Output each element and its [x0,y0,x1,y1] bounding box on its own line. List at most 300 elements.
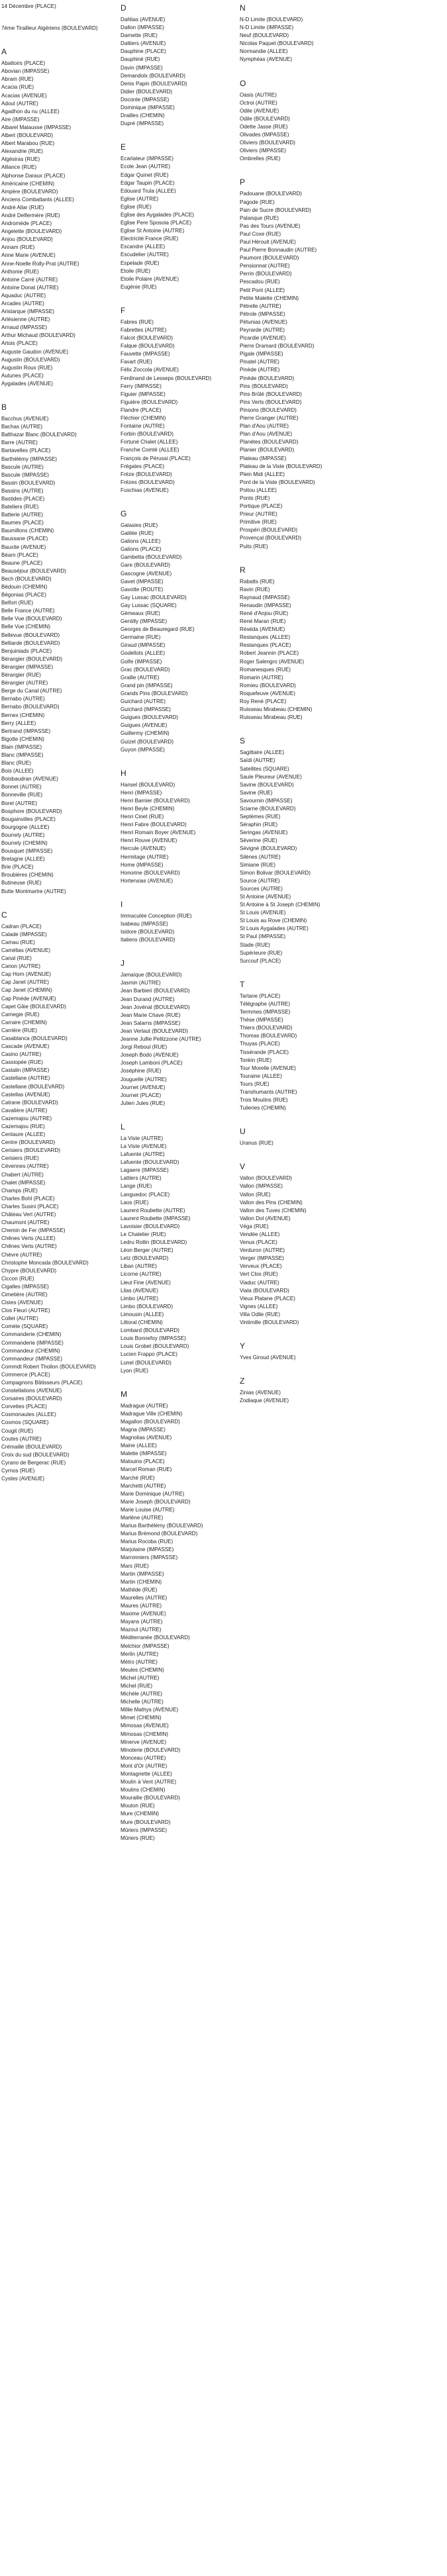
street-entry: Surcouf (PLACE) [240,957,281,964]
street-entry: Bourgogne (ALLEE) [1,824,50,830]
street-entry: Abovian (IMPASSE) [1,68,50,75]
street-entry: Tuileries (CHEMIN) [240,1105,286,1112]
street-entry: Mars (RUE) [121,1562,149,1569]
street-entry: Falcot (BOULEVARD) [121,335,174,342]
street-entry: Henri Barnier (BOULEVARD) [121,797,190,804]
street-entry: Broubières (CHEMIN) [1,872,54,879]
street-entry: Belle Vue (BOULEVARD) [1,616,62,622]
street-entry: Arlésienne (AUTRE) [1,316,50,323]
street-entry: Bosphore (BOULEVARD) [1,808,62,814]
street-entry: Oliviers (BOULEVARD) [240,140,295,146]
street-entry: Restanques (ALLEE) [240,634,291,641]
street-entry: Verduron (AUTRE) [240,1247,285,1254]
street-entry: Tartane (PLACE) [240,992,281,999]
street-entry: Lieut Fine (AVENUE) [121,1279,171,1286]
street-entry: Marius Brémond (BOULEVARD) [121,1531,198,1537]
street-entry: Bousquet (IMPASSE) [1,848,53,855]
street-entry: Pinède (BOULEVARD) [240,375,295,381]
street-entry: Alexandrie (RUE) [1,148,43,155]
street-entry: 14 Décembre (PLACE) [1,3,56,9]
street-entry: Vieux Platane (PLACE) [240,1295,295,1302]
street-list [240,578,359,722]
street-entry: Cap Janet (AUTRE) [1,979,49,986]
letter-section [1,910,121,1484]
street-entry: Baumillons (CHEMIN) [1,528,54,534]
street-entry: Hortensias (AVENUE) [121,877,174,884]
street-entry: Chemin de Fer (IMPASSE) [1,1227,66,1234]
street-entry: Bernabo (BOULEVARD) [1,704,60,710]
letter-heading: Z [240,1376,245,1386]
letter-section [240,78,359,164]
letter-heading: B [1,403,7,412]
street-entry: St Louis Aygalades (AUTRE) [240,926,309,932]
street-list [121,781,240,885]
street-entry: Plan d'Aou (AVENUE) [240,431,293,438]
street-entry: Jean Durand (AUTRE) [121,996,175,1002]
street-entry: Galions (ALLEE) [121,538,161,545]
street-entry: Vert Clos (RUE) [240,1271,278,1278]
street-entry: Ampère (BOULEVARD) [1,188,58,195]
street-entry: Blanc (IMPASSE) [1,751,44,758]
street-entry: Hansel (BOULEVARD) [121,781,175,788]
street-entry: Tonkin (RUE) [240,1057,272,1063]
street-entry: Mûriers (IMPASSE) [121,1827,168,1833]
street-entry: Maine (ALLEE) [121,1443,157,1449]
street-entry: Cystes (AVENUE) [1,1476,45,1482]
street-entry: Anne-Noelle Rolly-Prat (AUTRE) [1,260,79,267]
street-entry: Guigues (AVENUE) [121,722,168,729]
street-entry: Lange (RUE) [121,1183,152,1190]
street-list [240,1354,359,1362]
street-entry: Henri Romain Boyer (AVENUE) [121,830,196,836]
street-entry: Cosmonautes (ALLEE) [1,1411,56,1418]
street-entry: Jasmin (AUTRE) [121,980,161,986]
street-entry: Cévennes (AUTRE) [1,1163,49,1170]
street-entry: Minoterie (BOULEVARD) [121,1746,181,1753]
street-entry: Belfort (RUE) [1,600,34,606]
street-entry: Le Chatelier (RUE) [121,1231,166,1237]
street-entry: Baumes (PLACE) [1,520,44,526]
street-entry: Eglise (AUTRE) [121,195,159,202]
street-entry: Adoul (AUTRE) [1,100,38,107]
letter-heading: R [240,565,246,575]
street-entry: Tours (RUE) [240,1080,270,1087]
street-entry: Château Vert (AUTRE) [1,1212,56,1218]
street-entry: Michel (RUE) [121,1682,153,1689]
street-entry: Hercule (AVENUE) [121,845,166,852]
street-entry: Chaumont (AUTRE) [1,1219,50,1226]
street-entry: Annam (RUE) [1,244,35,251]
street-entry: Falque (BOULEVARD) [121,343,175,350]
street-entry: Bauxite (AVENUE) [1,544,46,550]
street-entry: Figuière (BOULEVARD) [121,399,178,405]
street-entry: Raynaud (IMPASSE) [240,594,290,600]
street-entry: Espelade (RUE) [121,260,160,266]
letter-heading: I [121,899,123,909]
street-entry: Planier (BOULEVARD) [240,447,295,453]
street-entry: Satellites (SQUARE) [240,765,289,772]
street-entry: Pinatel (AUTRE) [240,359,279,365]
street-entry: Belle France (AUTRE) [1,608,55,614]
street-entry: Forbin (BOULEVARD) [121,431,174,438]
street-entry: Casablanca (BOULEVARD) [1,1035,68,1041]
street-entry: Tour Morelle (AVENUE) [240,1065,296,1071]
street-entry: Hermitage (AUTRE) [121,853,169,860]
street-entry: Vallon (IMPASSE) [240,1183,283,1190]
street-entry: Mont d'Or (AUTRE) [121,1762,168,1769]
street-entry: Magna (IMPASSE) [121,1426,166,1433]
street-entry: Pétrelle (AUTRE) [240,303,281,309]
street-entry: Fabres (RUE) [121,318,154,325]
street-entry: Palanque (RUE) [240,215,279,221]
street-entry: Marchetti (AUTRE) [121,1482,166,1489]
street-entry: Fortuné Chalet (ALLEE) [121,439,178,446]
street-entry: Mimosas (AVENUE) [121,1723,169,1729]
street-entry: Batterie (AUTRE) [1,512,43,518]
street-entry: Bougainvilles (PLACE) [1,816,56,822]
street-list [240,1389,359,1405]
street-entry: Roy René (PLACE) [240,698,287,705]
street-entry: Carnegie (RUE) [1,1011,40,1018]
street-list [240,16,359,64]
street-entry: Guyon (IMPASSE) [121,746,165,753]
street-entry: Bérangier (BOULEVARD) [1,655,63,662]
street-entry: Bretagne (ALLEE) [1,856,45,863]
street-entry: Jorgi Reboul (RUE) [121,1044,168,1051]
street-entry: Restanques (PLACE) [240,642,291,649]
street-entry: Cap Pinède (AVENUE) [1,995,56,1002]
street-entry: Bertrand (IMPASSE) [1,728,51,734]
street-list [121,1402,240,1842]
street-entry: Puits (RUE) [240,543,268,549]
street-entry: Pensionnat (AUTRE) [240,263,290,269]
street-entry: Guigues (BOULEVARD) [121,714,179,721]
street-entry: Séverine (RUE) [240,837,277,844]
street-entry: Pescadou (RUE) [240,279,280,285]
street-entry: Chênes Verts (AUTRE) [1,1243,57,1250]
street-entry: Bérangier (IMPASSE) [1,663,54,670]
street-entry: Eglise (RUE) [121,203,152,210]
street-entry: Abram (RUE) [1,76,34,83]
street-entry: Michelle (AUTRE) [121,1699,164,1705]
street-entry: Pain de Sucre (BOULEVARD) [240,207,311,213]
letter-section [1,402,121,896]
street-entry: Lattiers (AUTRE) [121,1175,162,1182]
street-entry: Viaduc (AUTRE) [240,1279,279,1286]
street-entry: Lilas (AVENUE) [121,1287,158,1294]
street-entry: Jean Salarns (IMPASSE) [121,1020,181,1026]
letter-section [121,305,240,495]
street-entry: Mure (BOULEVARD) [121,1819,171,1825]
column-3 [240,3,359,1419]
street-entry: Calade (IMPASSE) [1,931,47,937]
street-list [240,749,359,965]
street-entry: Languedoc (PLACE) [121,1191,170,1198]
street-entry: Ponts (RUE) [240,495,270,501]
letter-heading: D [121,3,126,13]
street-entry: Fauvette (IMPASSE) [121,351,170,358]
street-entry: Oasis (AUTRE) [240,91,277,98]
street-entry: Béarn (PLACE) [1,551,38,558]
street-entry: Canon (AUTRE) [1,963,40,970]
street-entry: Letz (BOULEVARD) [121,1255,169,1262]
column-1 [1,3,121,1497]
street-entry: Marcel Roman (RUE) [121,1466,172,1473]
letter-heading: T [240,979,245,989]
street-list [240,992,359,1112]
street-entry: Charles Susini (PLACE) [1,1203,59,1210]
street-entry: Maurelles (AUTRE) [121,1594,168,1601]
street-entry: Bernabo (AUTRE) [1,696,45,702]
street-entry: Moulins (CHEMIN) [121,1787,166,1793]
street-entry: Carraire (CHEMIN) [1,1019,47,1026]
street-entry: Aire (IMPASSE) [1,116,40,122]
street-entry: Blain (IMPASSE) [1,743,42,750]
street-list [121,16,240,128]
street-entry: Augustin Roux (RUE) [1,364,53,371]
street-entry: Berge du Canal (AUTRE) [1,688,62,694]
street-entry: Bassin (BOULEVARD) [1,479,56,486]
street-entry: Zinias (AVENUE) [240,1390,281,1396]
street-entry: Melchior (IMPASSE) [121,1643,170,1649]
street-entry: Marius Rocoba (RUE) [121,1539,174,1545]
letter-section [240,177,359,550]
street-list [240,1174,359,1327]
letter-section [240,3,359,64]
street-entry: Galions (PLACE) [121,546,162,553]
street-list [121,971,240,1108]
street-entry: Andromède (PLACE) [1,220,52,227]
letter-section [240,1376,359,1405]
street-entry: Plein Midi (ALLEE) [240,471,285,477]
street-entry: Alphonse Daraux (PLACE) [1,172,66,179]
street-entry: Guichard (IMPASSE) [121,706,171,713]
street-entry: Jamaïque (BOULEVARD) [121,972,182,978]
street-entry: Savournin (IMPASSE) [240,797,293,804]
street-entry: Agadhon du nu (ALLEE) [1,108,60,115]
street-entry: Albert (BOULEVARD) [1,132,54,139]
street-entry: Crémaillé (BOULEVARD) [1,1443,62,1450]
street-entry: Acacia (RUE) [1,84,34,91]
street-entry: Cascade (AVENUE) [1,1043,50,1050]
street-entry: Jean Barbieri (BOULEVARD) [121,988,190,994]
street-index-columns [0,3,447,1856]
letter-heading: A [1,47,7,57]
street-entry: Vallon Dol (AVENUE) [240,1215,291,1221]
street-entry: Chalet (IMPASSE) [1,1179,46,1186]
street-list [1,3,121,11]
street-entry: Cap Horn (AVENUE) [1,971,51,978]
letter-heading: G [121,508,127,518]
street-entry: Madrague (AUTRE) [121,1402,168,1409]
street-list [121,1135,240,1375]
letter-heading: J [121,959,124,969]
street-entry: Arthur Michaud (BOULEVARD) [1,332,75,339]
street-entry: Stade (RUE) [240,941,270,948]
street-entry: Yves Giroud (AVENUE) [240,1355,296,1361]
street-entry: Monceau (AUTRE) [121,1754,166,1761]
street-entry: Centaure (ALLEE) [1,1131,46,1138]
street-entry: Ruisseau Mirabeau (CHEMIN) [240,706,313,713]
street-entry: Eugénie (RUE) [121,283,157,290]
street-entry: Cazemajou (AUTRE) [1,1115,52,1121]
letter-section [240,565,359,722]
street-entry: Camau (RUE) [1,939,35,945]
street-entry: Louis Bonnefoy (IMPASSE) [121,1335,186,1342]
street-entry: Pinède (AUTRE) [240,367,280,373]
street-entry: Lavoisier (BOULEVARD) [121,1223,180,1229]
street-entry: Immaculée Conception (RUE) [121,912,192,919]
street-entry: Barre (AUTRE) [1,440,38,446]
street-entry: Jean Marie Chave (RUE) [121,1012,181,1018]
street-entry: Demandolx (BOULEVARD) [121,72,185,79]
street-entry: Gay Lussac (BOULEVARD) [121,594,187,600]
street-entry: Olivades (IMPASSE) [240,132,289,138]
street-entry: Saule Pleureur (AVENUE) [240,773,302,780]
street-entry: Pas des Tours (AVENUE) [240,222,301,229]
street-entry: Cyrano de Bergerac (RUE) [1,1459,66,1466]
street-entry: Meules (CHEMIN) [121,1666,164,1673]
street-entry: Simiane (RUE) [240,861,275,868]
street-entry: Laos (RUE) [121,1199,149,1206]
street-entry: Métro (AUTRE) [121,1658,158,1665]
letter-section [1,46,121,388]
street-entry: Gentilly (IMPASSE) [121,618,168,625]
street-entry: Marlène (AUTRE) [121,1515,164,1521]
street-entry: St Paul (IMPASSE) [240,933,286,940]
street-entry: Cistes (AVENUE) [1,1300,43,1306]
street-entry: Américaine (CHEMIN) [1,180,55,187]
street-entry: Galilée (RUE) [121,530,154,537]
street-entry: Bachas (AUTRE) [1,424,43,430]
column-2 [121,3,240,1856]
street-entry: Bégonias (PLACE) [1,592,46,598]
letter-heading: C [1,910,7,920]
street-entry: Albarel Malausse (IMPASSE) [1,124,72,130]
street-entry: Alliance (RUE) [1,164,37,171]
street-entry: Cyrnos (RUE) [1,1468,35,1474]
street-entry: Camélias (AVENUE) [1,947,51,953]
street-entry: Gavet (IMPASSE) [121,578,164,585]
street-entry: Anjou (BOULEVARD) [1,236,53,243]
street-entry: Mure (CHEMIN) [121,1811,160,1817]
street-entry: Bacchus (AVENUE) [1,416,49,422]
street-entry: Verveux (PLACE) [240,1263,282,1270]
letter-section [121,899,240,944]
street-entry: Paul Pierre Bonnaudin (AUTRE) [240,247,317,254]
street-entry: Castalin (IMPASSE) [1,1067,50,1074]
street-entry: Benjuiniads (PLACE) [1,647,52,654]
street-entry: Collet (AUTRE) [1,1315,38,1322]
street-entry: Berry (ALLEE) [1,720,36,726]
street-list [121,318,240,495]
street-entry: Bascule (AUTRE) [1,463,44,470]
street-entry: Sévigné (BOULEVARD) [240,845,297,852]
street-entry: Limbo (AUTRE) [121,1295,159,1302]
street-entry: Champs (RUE) [1,1187,38,1194]
letter-section [121,768,240,885]
street-entry: Renaudin (IMPASSE) [240,602,291,608]
street-entry: Mayans (AUTRE) [121,1619,163,1625]
street-entry: Baussane (PLACE) [1,536,48,542]
street-entry: Vallon des Tuves (CHEMIN) [240,1207,307,1214]
letter-heading: M [121,1389,127,1399]
street-entry: Prieur (AUTRE) [240,511,277,518]
street-entry: Verger (IMPASSE) [240,1255,284,1262]
street-entry: Termmes (IMPASSE) [240,1009,291,1016]
street-entry: Cassiopée (RUE) [1,1059,43,1066]
street-entry: Bonneville (RUE) [1,792,43,798]
street-entry: Marjolaine (IMPASSE) [121,1547,174,1553]
street-entry: Butte Montmartre (AUTRE) [1,888,66,894]
letter-section [240,736,359,965]
street-entry: Davin (IMPASSE) [121,64,163,71]
street-entry: Gascogne (AVENUE) [121,570,172,577]
street-entry: Figuier (IMPASSE) [121,391,166,397]
street-entry: Tissérande (PLACE) [240,1049,289,1055]
street-entry: Zodiaque (AVENUE) [240,1398,289,1404]
street-entry: Jeanne Jullie Pellizzone (AUTRE) [121,1036,201,1043]
street-entry: Cimetière (AUTRE) [1,1291,48,1298]
street-entry: Journet (PLACE) [121,1092,162,1098]
street-entry: Viala (BOULEVARD) [240,1287,289,1294]
street-entry: Blanc (RUE) [1,760,31,767]
street-entry: Télégraphe (AUTRE) [240,1000,291,1007]
street-entry: Plateau (IMPASSE) [240,455,287,461]
street-entry: Léon Berger (AUTRE) [121,1247,174,1254]
street-entry: Lombard (BOULEVARD) [121,1327,179,1334]
street-entry: Joséphine (RUE) [121,1068,162,1074]
street-entry: Nymphéas (AVENUE) [240,56,293,63]
street-entry: St Louis (AVENUE) [240,910,286,916]
street-entry: Romarin (AUTRE) [240,674,283,681]
street-entry: Minerve (AVENUE) [121,1739,167,1745]
street-entry: Vallon (BOULEVARD) [240,1175,292,1182]
street-entry: Picardie (AVENUE) [240,335,286,342]
street-entry: Portique (PLACE) [240,503,283,510]
street-entry: Castellane (AUTRE) [1,1075,50,1082]
street-entry: Angelette (BOULEVARD) [1,228,62,235]
street-entry: Cerisiers (RUE) [1,1155,39,1162]
street-entry: Maures (AUTRE) [121,1603,162,1609]
street-entry: Louis Grobet (BOULEVARD) [121,1343,189,1350]
street-entry: Commanderie (IMPASSE) [1,1339,64,1346]
street-entry: St Antoine (AVENUE) [240,894,291,900]
street-entry: Littoral (CHEMIN) [121,1319,163,1326]
street-entry: Paul Héroult (AVENUE) [240,238,296,245]
letter-section [121,508,240,754]
street-entry: Isabeau (IMPASSE) [121,921,168,927]
street-entry: Grands Pins (BOULEVARD) [121,690,188,696]
street-entry: Pierre Dramard (BOULEVARD) [240,343,315,350]
street-entry: Michel (AUTRE) [121,1674,160,1681]
street-entry: Chênes Verts (ALLEE) [1,1235,56,1242]
street-list [240,190,359,550]
street-entry: Bascule (IMPASSE) [1,471,49,478]
street-entry: Golfe (IMPASSE) [121,658,162,665]
street-entry: St Louis au Rove (CHEMIN) [240,918,307,924]
street-entry: Darnette (RUE) [121,32,158,39]
street-entry: Acacias (AVENUE) [1,92,47,99]
street-entry: Chabert (AUTRE) [1,1171,44,1178]
street-list [1,923,121,1484]
street-entry: Ravin (RUE) [240,586,270,593]
street-entry: Ferry (IMPASSE) [121,383,162,389]
street-entry: Maxime (AVENUE) [121,1611,166,1617]
street-entry: Thèse (IMPASSE) [240,1017,283,1024]
street-entry: Pins (BOULEVARD) [240,383,288,389]
street-entry: Brie (PLACE) [1,864,34,871]
